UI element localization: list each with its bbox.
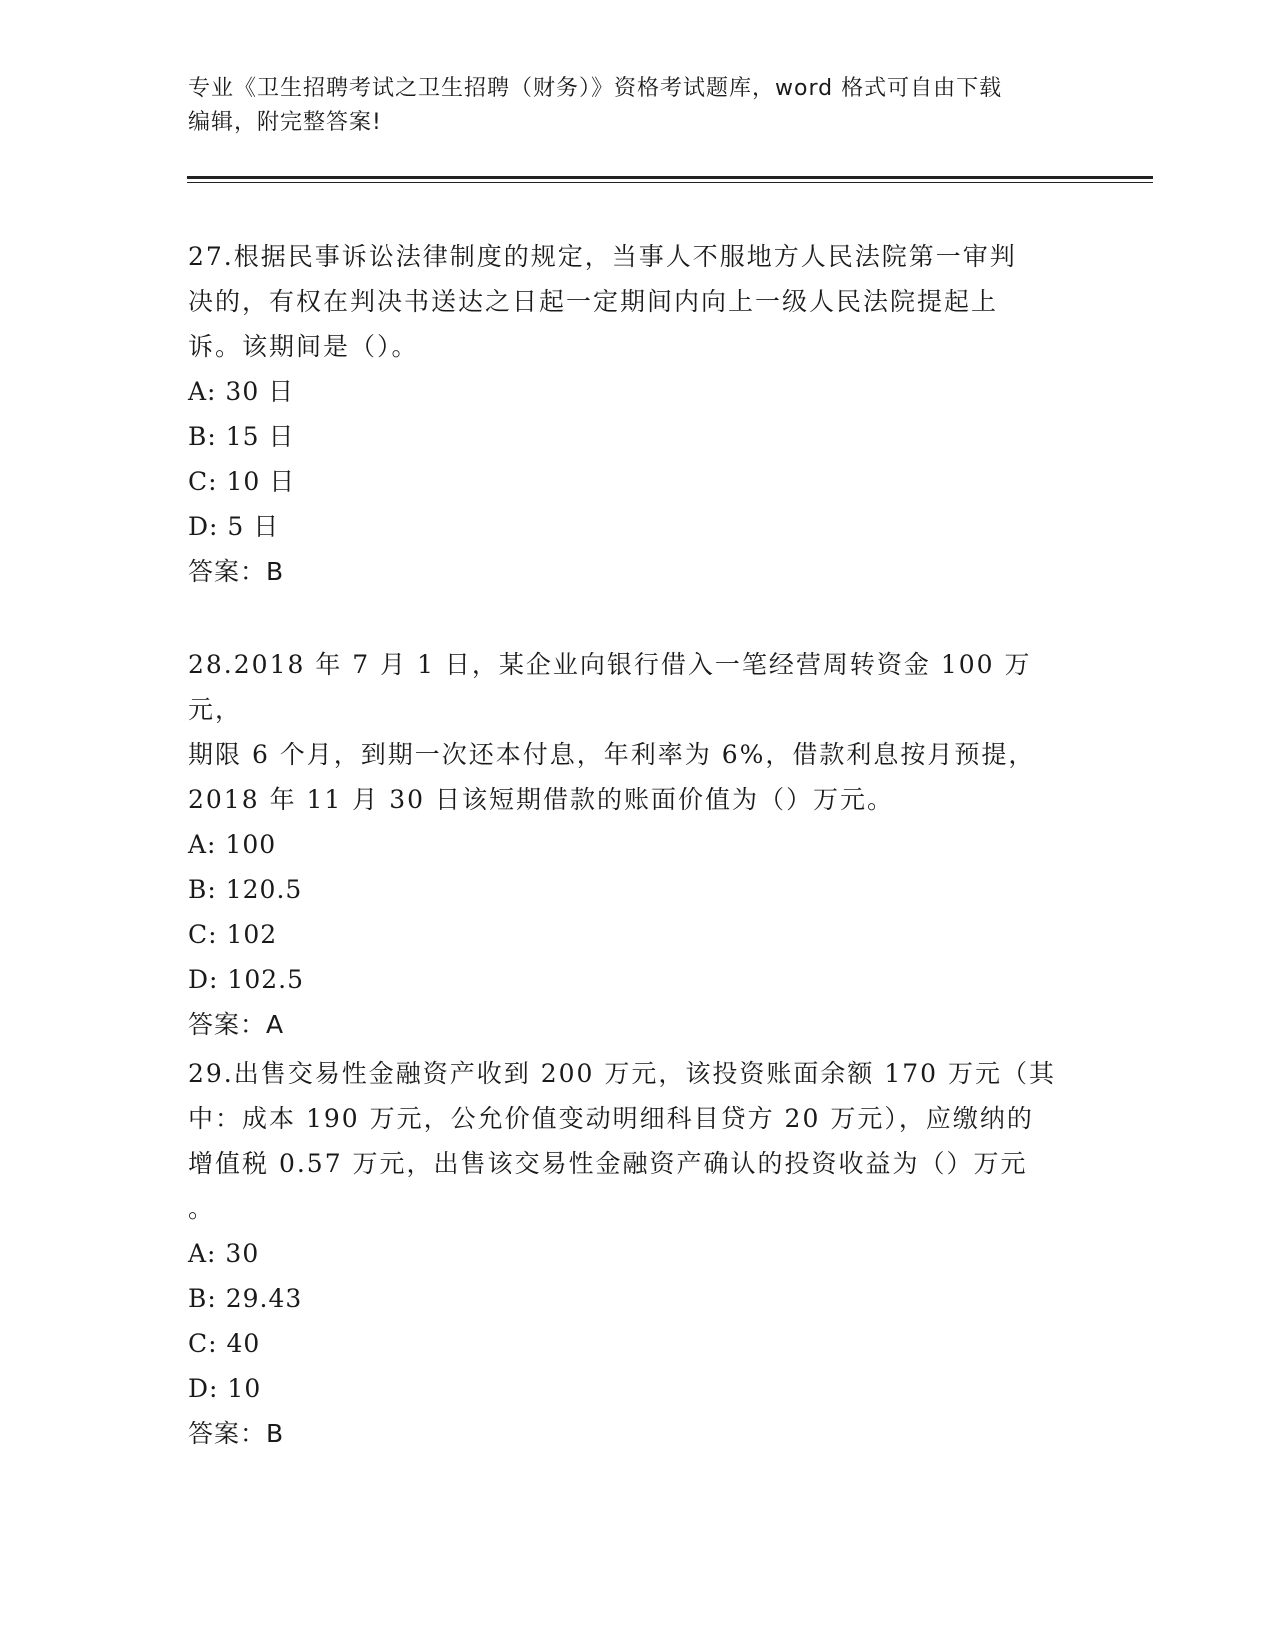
- question-28: [188, 642, 1068, 1047]
- question-text-line: 增值税 0.57 万元，出售该交易性金融资产确认的投资收益为（）万元: [188, 1149, 1028, 1178]
- question-27: [188, 234, 1068, 594]
- header-divider-thick: [187, 176, 1153, 179]
- question-text-line: 。: [188, 1194, 216, 1223]
- question-text-line: 28.2018 年 7 月 1 日，某企业向银行借入一笔经营周转资金 100 万元，: [188, 650, 1032, 724]
- question-text-line: 2018 年 11 月 30 日该短期借款的账面价值为（）万元。: [188, 785, 894, 814]
- option-b: B: 15 日: [188, 422, 295, 451]
- question-text-line: 29.出售交易性金融资产收到 200 万元，该投资账面余额 170 万元（其: [188, 1059, 1056, 1088]
- question-text-line: 27.根据民事诉讼法律制度的规定，当事人不服地方人民法院第一审判: [188, 242, 1017, 271]
- option-c: C: 40: [188, 1329, 261, 1358]
- option-a: A: 30 日: [188, 377, 295, 406]
- question-text-line: 决的，有权在判决书送达之日起一定期间内向上一级人民法院提起上: [188, 287, 999, 316]
- option-b: B: 29.43: [188, 1284, 303, 1313]
- header-line-2: 编辑，附完整答案!: [188, 110, 382, 135]
- answer-line: 答案：B: [188, 1419, 285, 1448]
- question-29: [188, 1051, 1068, 1456]
- header-line-1: 专业《卫生招聘考试之卫生招聘（财务）》资格考试题库，word 格式可自由下载: [188, 76, 1003, 101]
- option-a: A: 30: [188, 1239, 260, 1268]
- option-d: D: 5 日: [188, 512, 280, 541]
- option-d: D: 10: [188, 1374, 262, 1403]
- question-text-line: 期限 6 个月，到期一次还本付息，年利率为 6%，借款利息按月预提，: [188, 740, 1036, 769]
- option-d: D: 102.5: [188, 965, 304, 994]
- question-text-line: 中：成本 190 万元，公允价值变动明细科目贷方 20 万元），应缴纳的: [188, 1104, 1034, 1133]
- answer-line: 答案：B: [188, 557, 285, 586]
- option-c: C: 102: [188, 920, 278, 949]
- option-c: C: 10 日: [188, 467, 296, 496]
- header-divider-thin: [187, 182, 1153, 183]
- question-text-line: 诉。该期间是（）。: [188, 332, 419, 361]
- option-b: B: 120.5: [188, 875, 303, 904]
- document-header: [188, 72, 1068, 140]
- option-a: A: 100: [188, 830, 277, 859]
- answer-line: 答案：A: [188, 1010, 285, 1039]
